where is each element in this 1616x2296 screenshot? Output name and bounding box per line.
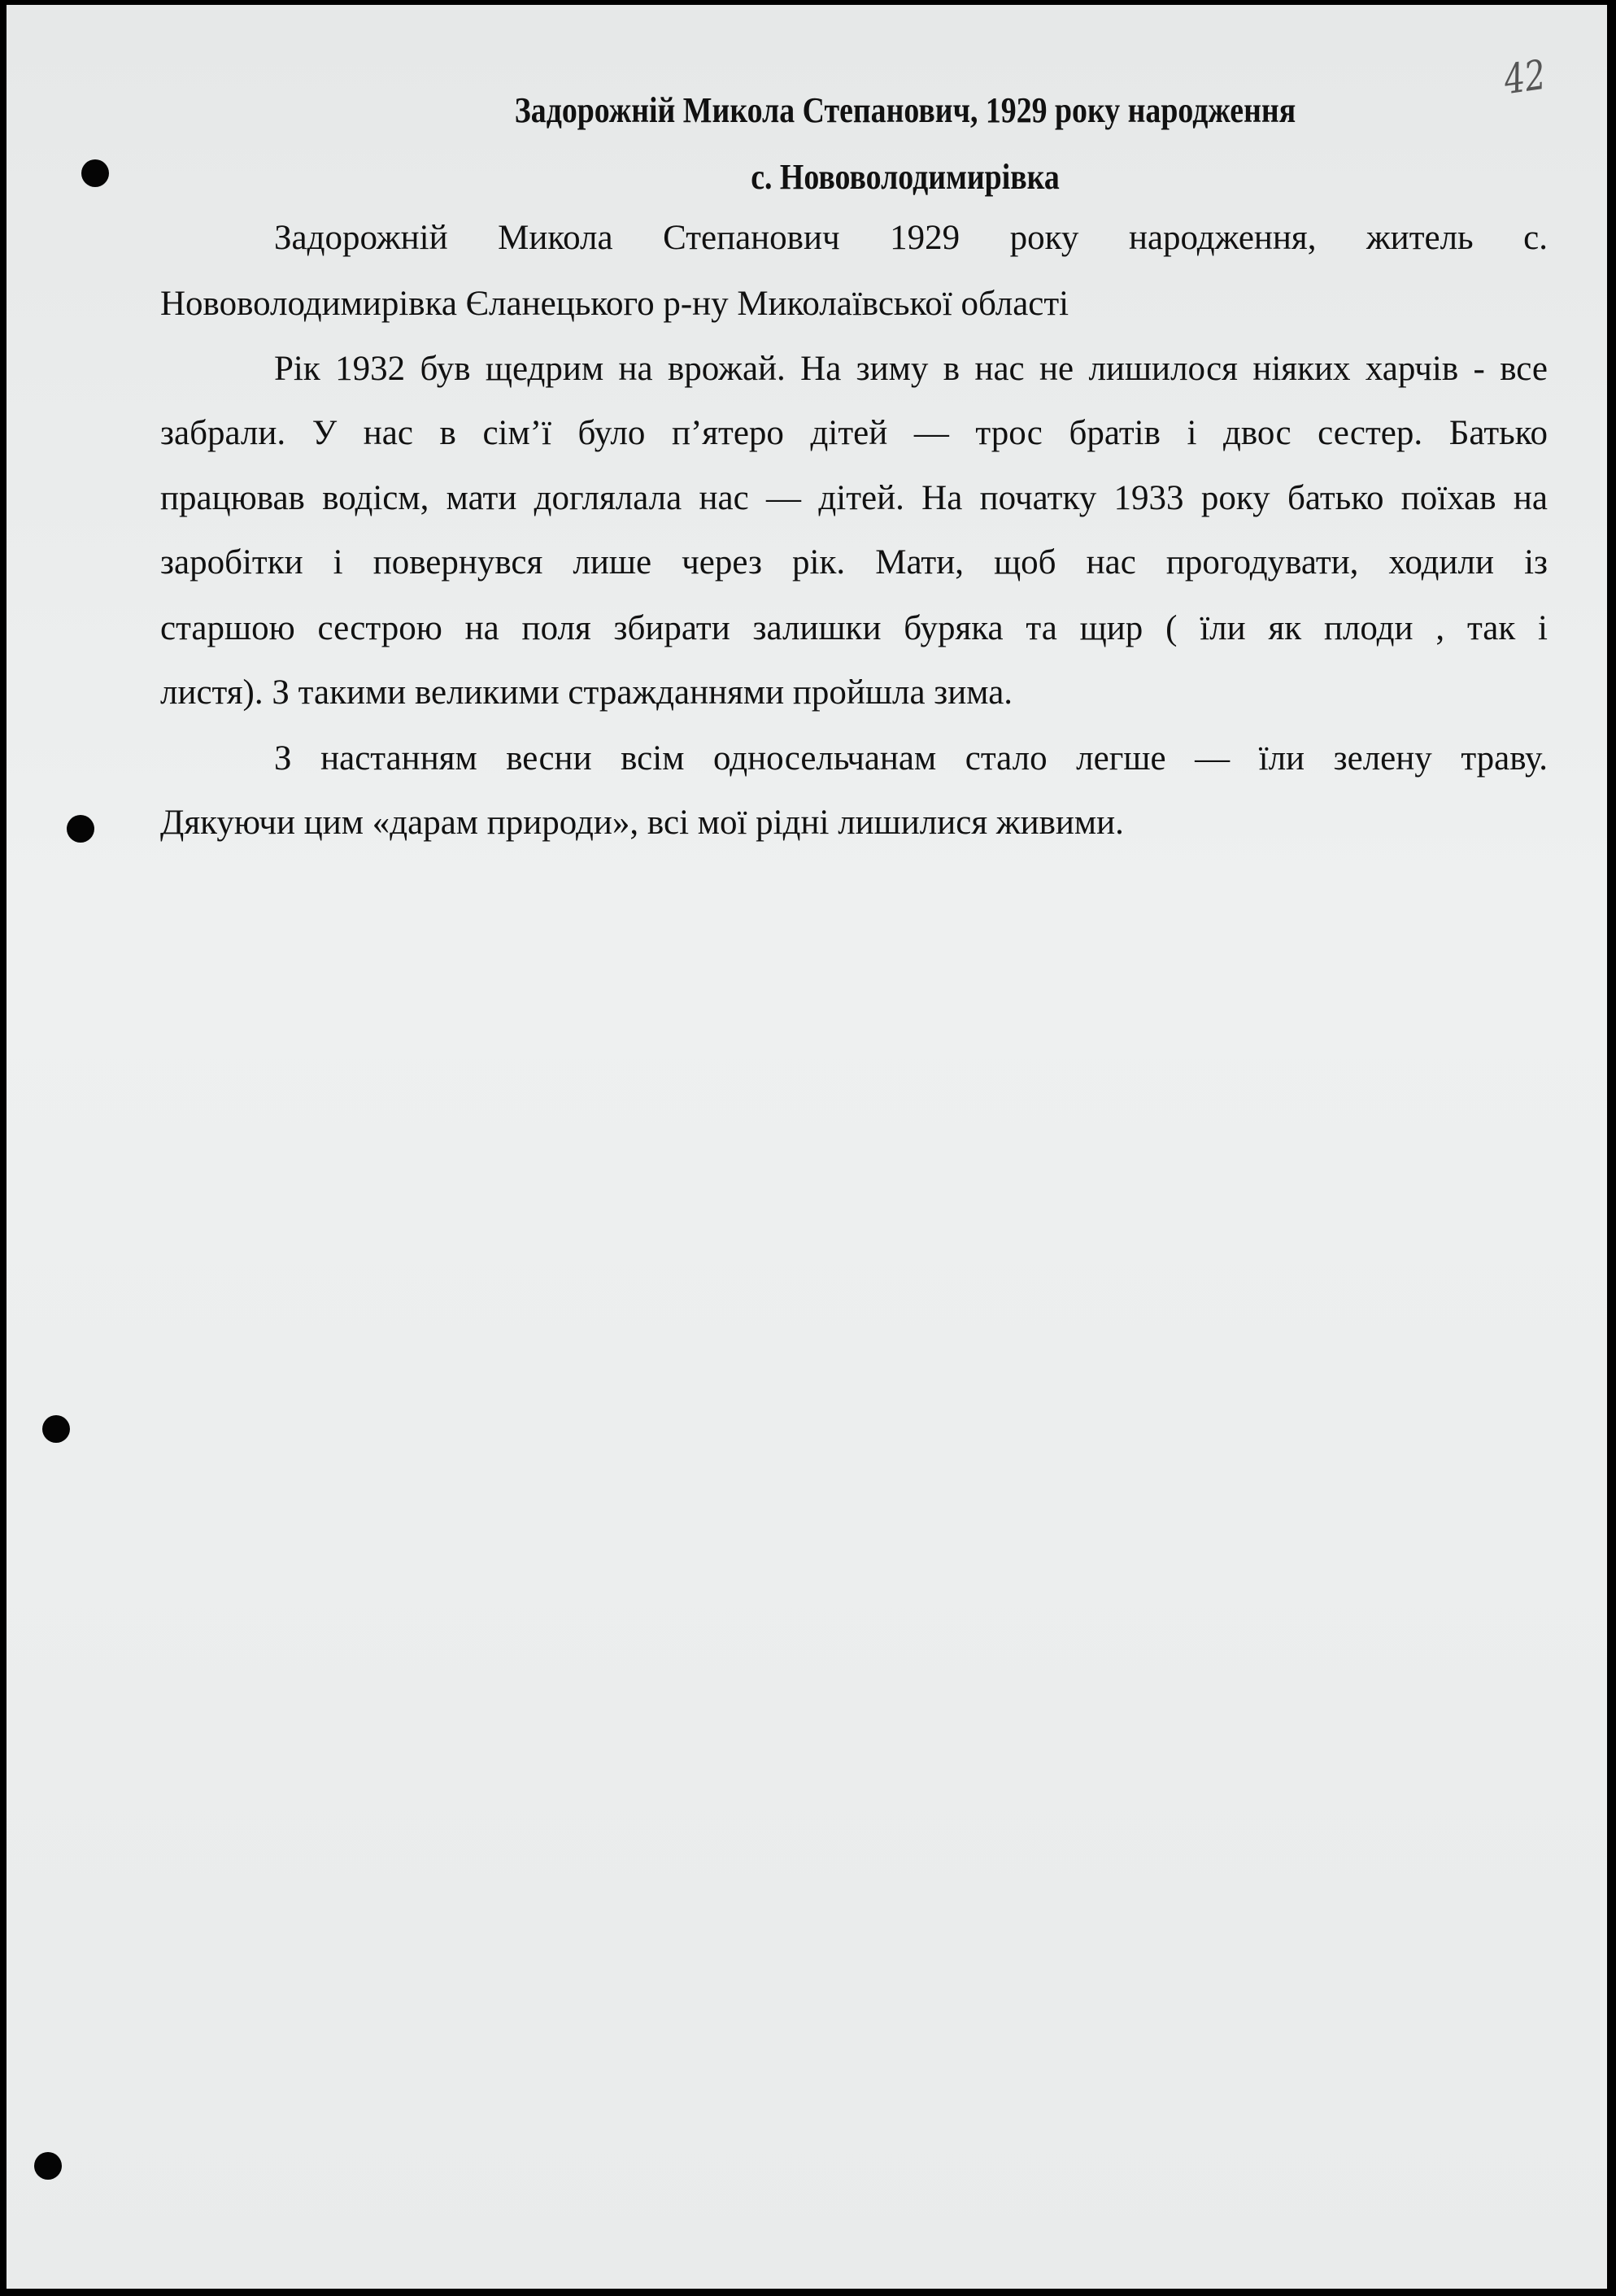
paragraph-2-line-3: працював водісм, мати доглялала нас — дітей. На початку 1933 року батько поїхав на bbox=[160, 479, 1548, 517]
paragraph-1-line-1: Задорожній Микола Степанович 1929 року народження, житель с. bbox=[274, 219, 1548, 257]
paragraph-2-line-2: забрали. У нас в сім’ї було п’ятеро дітей — трос братів і двос сестер. Батько bbox=[160, 414, 1548, 452]
paragraph-2-line-1: Рік 1932 був щедрим на врожай. На зиму в нас не лишилося ніяких харчів - все bbox=[274, 350, 1548, 388]
punch-hole-icon bbox=[81, 159, 109, 187]
punch-hole-icon bbox=[42, 1415, 70, 1443]
paragraph-3-line-1: З настанням весни всім односельчанам стало легше — їли зелену траву. bbox=[274, 739, 1548, 778]
punch-hole-icon bbox=[34, 2152, 62, 2180]
handwritten-page-number: 42 bbox=[1501, 50, 1549, 104]
paragraph-2-line-6: листя). З такими великими стражданнями пройшла зима. bbox=[160, 673, 1013, 712]
paragraph-2-line-4: заробітки і повернувся лише через рік. Мати, щоб нас прогодувати, ходили із bbox=[160, 543, 1548, 582]
paper-sheet bbox=[7, 5, 1607, 2289]
paragraph-2-line-5: старшою сестрою на поля збирати залишки буряка та щир ( їли як плоди , так і bbox=[160, 609, 1548, 647]
paragraph-3-line-2: Дякуючи цим «дарам природи», всі мої рідні лишилися живими. bbox=[160, 804, 1124, 842]
punch-hole-icon bbox=[67, 815, 94, 843]
paragraph-1-line-2: Нововолодимирівка Єланецького р-ну Миколаївської області bbox=[160, 285, 1069, 323]
document-subtitle-village: с. Нововолодимирівка bbox=[751, 157, 1060, 197]
document-title: Задорожній Микола Степанович, 1929 року народження bbox=[514, 90, 1296, 130]
